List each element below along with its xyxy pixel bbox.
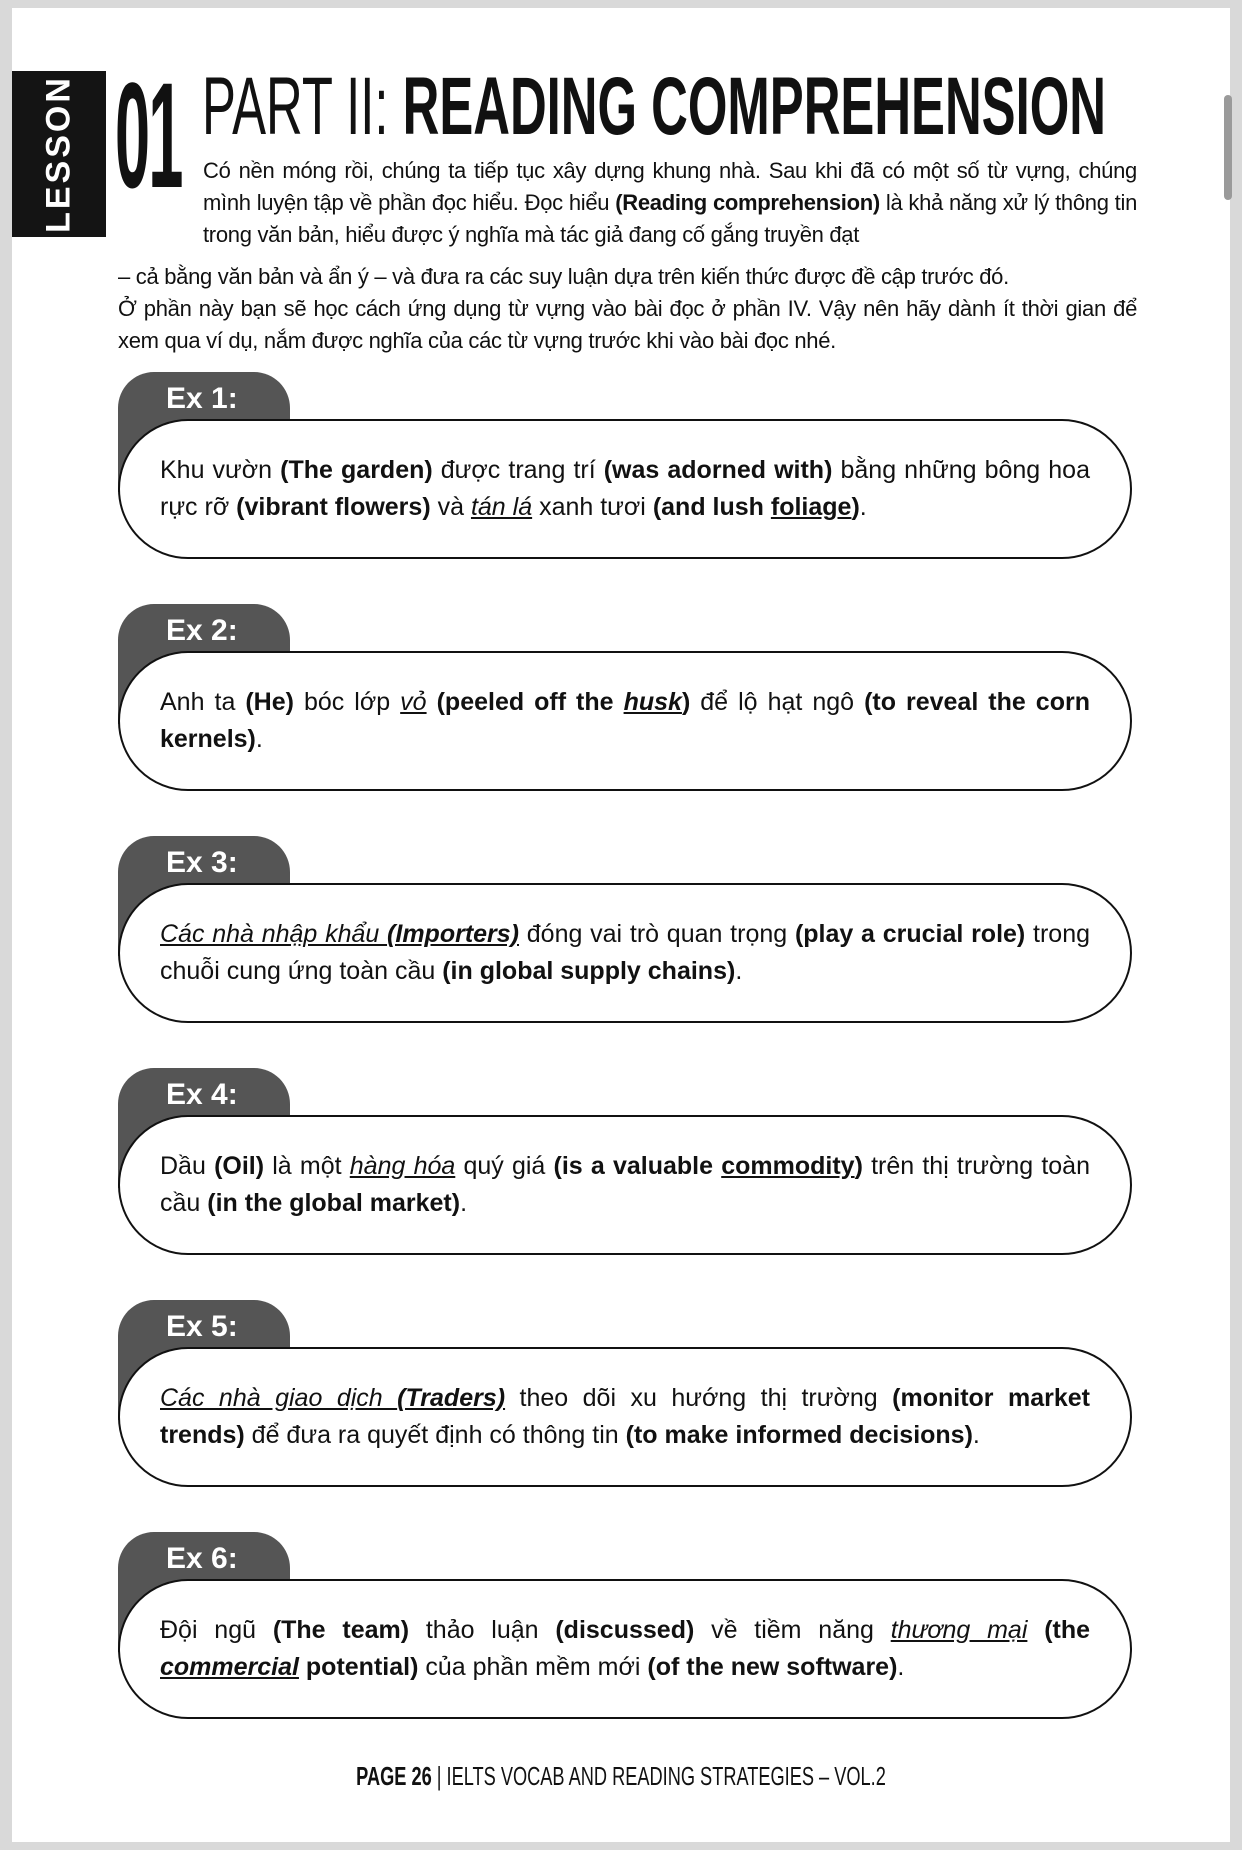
page-footer (195, 1761, 1048, 1792)
english-gloss: foliage (770, 493, 852, 521)
document-page (12, 8, 1230, 1842)
english-gloss: (The team) (272, 1616, 410, 1644)
english-gloss: (and lush (652, 493, 771, 521)
example-box (118, 1347, 1132, 1487)
page-title (202, 61, 1106, 152)
vocab-term: Các nhà nhập khẩu (160, 920, 388, 948)
lesson-badge (12, 71, 106, 237)
text-segment: theo dõi xu hướng thị trường (505, 1384, 893, 1412)
english-gloss: (monitor market trends) (160, 1384, 1090, 1449)
english-gloss: ) (681, 688, 691, 716)
example-box (118, 883, 1132, 1023)
example-box (118, 419, 1132, 559)
text-segment: . (859, 493, 867, 521)
lesson-label: LESSON (39, 75, 78, 233)
example-label: Ex 4: (166, 1078, 238, 1111)
text-segment: – cả bằng văn bản và ẩn ý – và đưa ra các suy luận dựa trên kiến thức được đề cập trước đó. (118, 264, 1009, 289)
example-card-6 (118, 1532, 1136, 1722)
example-label: Ex 5: (166, 1310, 238, 1343)
english-gloss: (Oil) (214, 1152, 265, 1180)
example-label: Ex 3: (166, 846, 238, 879)
text-segment: . (255, 725, 263, 753)
text-segment: để lộ hạt ngô (690, 688, 865, 716)
text-segment: là một (264, 1152, 350, 1180)
example-box (118, 651, 1132, 791)
example-card-4 (118, 1068, 1136, 1258)
text-segment: của phần mềm mới (418, 1653, 648, 1681)
intro-paragraph-top (203, 155, 1137, 251)
vocab-term: vỏ (400, 688, 427, 716)
example-sentence (160, 1612, 1090, 1686)
example-label: Ex 1: (166, 382, 238, 415)
vocab-term: tán lá (470, 493, 533, 521)
text-segment: được trang trí (432, 456, 604, 484)
intro-paragraph-bottom (118, 261, 1137, 357)
english-gloss: (the (1044, 1616, 1091, 1644)
book-title: | IELTS VOCAB AND READING STRATEGIES – VOL.2 (431, 1761, 886, 1791)
english-gloss: (is a valuable (553, 1152, 722, 1180)
english-gloss: husk (623, 688, 682, 716)
title-part: PART II: (202, 61, 403, 152)
text-segment: . (460, 1189, 468, 1217)
english-gloss: (peeled off the (436, 688, 624, 716)
example-card-5 (118, 1300, 1136, 1490)
english-gloss: potential) (298, 1653, 419, 1681)
text-segment (427, 688, 437, 716)
text-segment: và (430, 493, 471, 521)
lesson-number: 01 (115, 51, 182, 219)
english-gloss: ) (854, 1152, 863, 1180)
english-gloss: (He) (245, 688, 294, 716)
text-segment: đóng vai trò quan trọng (519, 920, 795, 948)
text-segment: quý giá (455, 1152, 554, 1180)
english-gloss: (to make informed decisions) (625, 1421, 973, 1449)
text-segment: . (897, 1653, 905, 1681)
vocab-term: thương mại (890, 1616, 1028, 1644)
example-card-1 (118, 372, 1136, 562)
english-gloss: (play a crucial role) (794, 920, 1026, 948)
text-segment: bằng những bông hoa rực rỡ (160, 456, 1090, 521)
title-name: READING COMPREHENSION (402, 61, 1106, 152)
example-box (118, 1579, 1132, 1719)
example-box (118, 1115, 1132, 1255)
text-segment: Khu vườn (160, 456, 281, 484)
text-segment: Anh ta (160, 688, 246, 716)
text-segment: Dầu (160, 1152, 215, 1180)
example-sentence (160, 1380, 1090, 1454)
english-gloss: (discussed) (555, 1616, 695, 1644)
vocab-term: Các nhà giao dịch (160, 1384, 398, 1412)
text-segment: trong chuỗi cung ứng toàn cầu (160, 920, 1091, 985)
english-gloss: (in the global market) (207, 1189, 461, 1217)
example-label: Ex 6: (166, 1542, 238, 1575)
example-sentence (160, 452, 1090, 526)
english-gloss: (Reading comprehension) (615, 190, 880, 215)
example-label: Ex 2: (166, 614, 238, 647)
text-segment: để đưa ra quyết định có thông tin (244, 1421, 626, 1449)
english-gloss: (Importers) (387, 920, 520, 948)
text-segment: là khả năng xử lý thông tin trong văn bản, hiểu được ý nghĩa mà tác giả đang cố gắng truyền đạt (203, 190, 1138, 247)
vocab-term: hàng hóa (349, 1152, 456, 1180)
text-segment (1027, 1616, 1044, 1644)
english-gloss: (The garden) (280, 456, 433, 484)
text-segment: thảo luận (409, 1616, 556, 1644)
example-sentence (160, 684, 1090, 758)
text-segment: . (972, 1421, 980, 1449)
text-segment: Ở phần này bạn sẽ học cách ứng dụng từ vựng vào bài đọc ở phần IV. Vậy nên hãy dành ít thời gian để xem qua ví dụ, nắm được nghĩa của các từ vựng trước khi vào bài đọc nhé. (118, 296, 1137, 353)
english-gloss: (in global supply chains) (442, 957, 736, 985)
text-segment: Đội ngũ (160, 1616, 273, 1644)
text-segment: về tiềm năng (694, 1616, 891, 1644)
english-gloss: commercial (160, 1653, 299, 1681)
text-segment: trên thị trường toàn cầu (160, 1152, 1090, 1217)
english-gloss: (was adorned with) (603, 456, 833, 484)
english-gloss: (of the new software) (647, 1653, 898, 1681)
example-sentence (160, 916, 1090, 990)
english-gloss: ) (851, 493, 860, 521)
text-segment: bóc lớp (293, 688, 401, 716)
text-segment: . (735, 957, 743, 985)
scrollbar[interactable] (1224, 95, 1232, 200)
page-number: PAGE 26 (356, 1761, 432, 1791)
english-gloss: commodity (721, 1152, 855, 1180)
example-card-3 (118, 836, 1136, 1026)
example-card-2 (118, 604, 1136, 794)
english-gloss: (Traders) (397, 1384, 506, 1412)
english-gloss: (to reveal the corn kernels) (160, 688, 1090, 753)
text-segment: xanh tươi (532, 493, 653, 521)
english-gloss: (vibrant flowers) (236, 493, 431, 521)
example-sentence (160, 1148, 1090, 1222)
text-segment: Có nền móng rồi, chúng ta tiếp tục xây dựng khung nhà. Sau khi đã có một số từ vựng, chúng mình luyện tập về phần đọc hiểu. Đọc hiểu (203, 158, 1137, 215)
